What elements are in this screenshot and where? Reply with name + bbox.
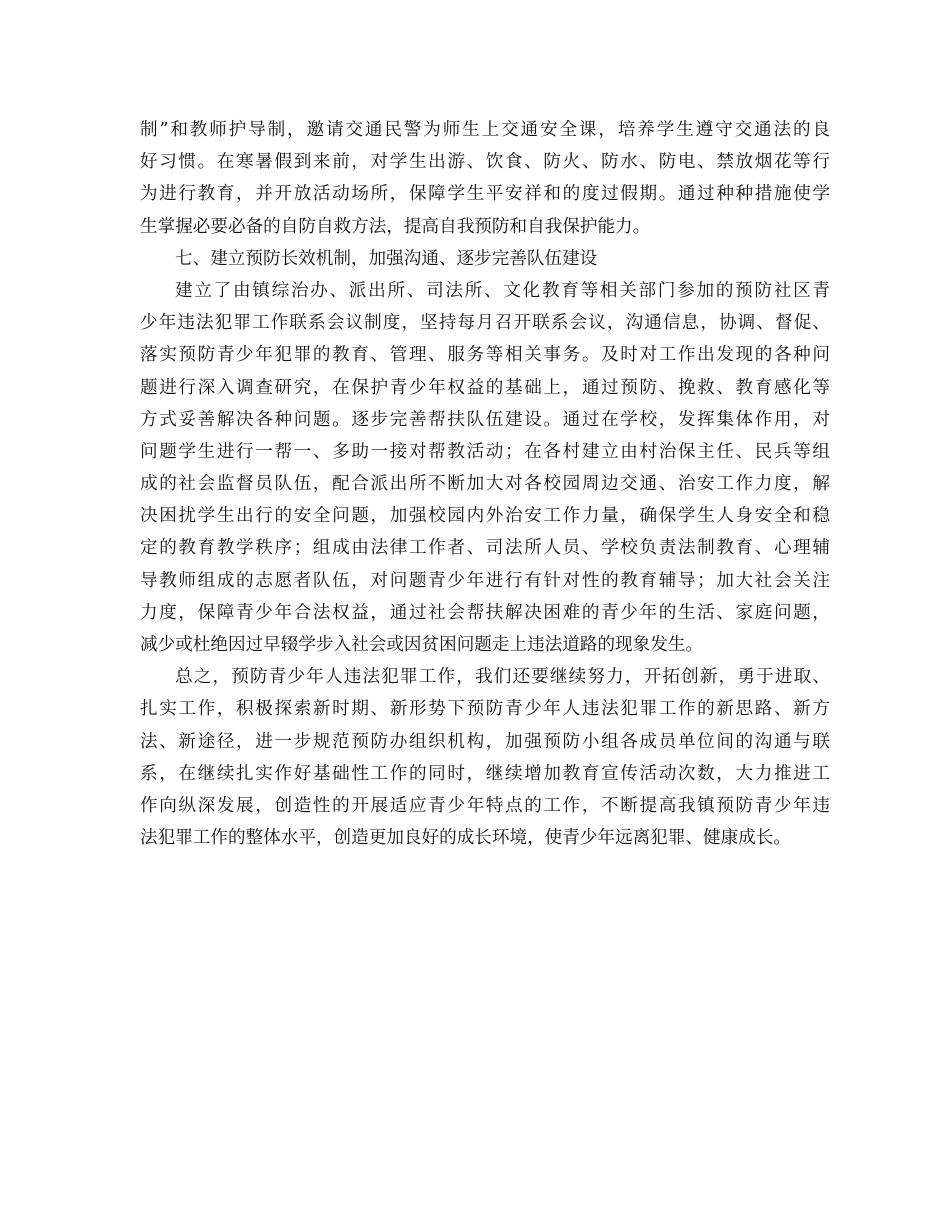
text-line: 少年违法犯罪工作联系会议制度，坚持每月召开联系会议，沟通信息，协调、督促、 [140,313,830,334]
text-line: 导教师组成的志愿者队伍，对问题青少年进行有针对性的教育辅导；加大社会关注 [140,570,830,591]
text-line: 成的社会监督员队伍，配合派出所不断加大对各校园周边交通、治安工作力度，解 [140,474,830,495]
text-line: 总之，预防青少年人违法犯罪工作，我们还要继续努力，开拓创新，勇于进取、 [175,667,830,688]
paragraph [140,275,830,661]
text-line: 制”和教师护导制，邀请交通民警为师生上交通安全课，培养学生遵守交通法的良 [140,120,830,140]
paragraph [140,661,830,854]
text-line: 好习惯。在寒暑假到来前，对学生出游、饮食、防火、防水、防电、禁放烟花等行 [140,152,830,173]
text-line: 问题学生进行一帮一、多助一接对帮教活动；在各村建立由村治保主任、民兵等组 [140,441,830,462]
paragraph-continuation [140,114,830,243]
text-line: 题进行深入调查研究，在保护青少年权益的基础上，通过预防、挽救、教育感化等 [140,377,830,398]
text-line: 为进行教育，并开放活动场所，保障学生平安祥和的度过假期。通过种种措施使学 [140,184,830,205]
text-line: 方式妥善解决各种问题。逐步完善帮扶队伍建设。通过在学校，发挥集体作用，对 [140,409,830,430]
text-line: 落实预防青少年犯罪的教育、管理、服务等相关事务。及时对工作出发现的各种问 [140,345,830,366]
text-line: 系，在继续扎实作好基础性工作的同时，继续增加教育宣传活动次数，大力推进工 [140,763,830,784]
text-line: 生掌握必要必备的自防自救方法，提高自我预防和自我保护能力。 [140,216,651,237]
text-line: 法、新途径，进一步规范预防办组织机构，加强预防小组各成员单位间的沟通与联 [140,731,830,752]
text-line: 力度，保障青少年合法权益，通过社会帮扶解决困难的青少年的生活、家庭问题， [140,602,830,623]
text-line: 法犯罪工作的整体水平，创造更加良好的成长环境，使青少年远离犯罪、健康成长。 [140,828,791,849]
text-line: 建立了由镇综治办、派出所、司法所、文化教育等相关部门参加的预防社区青 [175,280,830,301]
section-heading [140,243,830,275]
text-line: 作向纵深发展，创造性的开展适应青少年特点的工作，不断提高我镇预防青少年违 [140,795,830,816]
document-body [140,114,830,854]
text-line: 减少或杜绝因过早辍学步入社会或因贫困问题走上违法道路的现象发生。 [140,635,704,655]
text-line: 定的教育教学秩序；组成由法律工作者、司法所人员、学校负责法制教育、心理辅 [140,538,830,559]
text-line: 决困扰学生出行的安全问题，加强校园内外治安工作力量，确保学生人身安全和稳 [140,506,830,527]
heading-text: 七、建立预防长效机制，加强沟通、逐步完善队伍建设 [175,248,598,269]
text-line: 扎实工作，积极探索新时期、新形势下预防青少年人违法犯罪工作的新思路、新方 [140,699,830,720]
